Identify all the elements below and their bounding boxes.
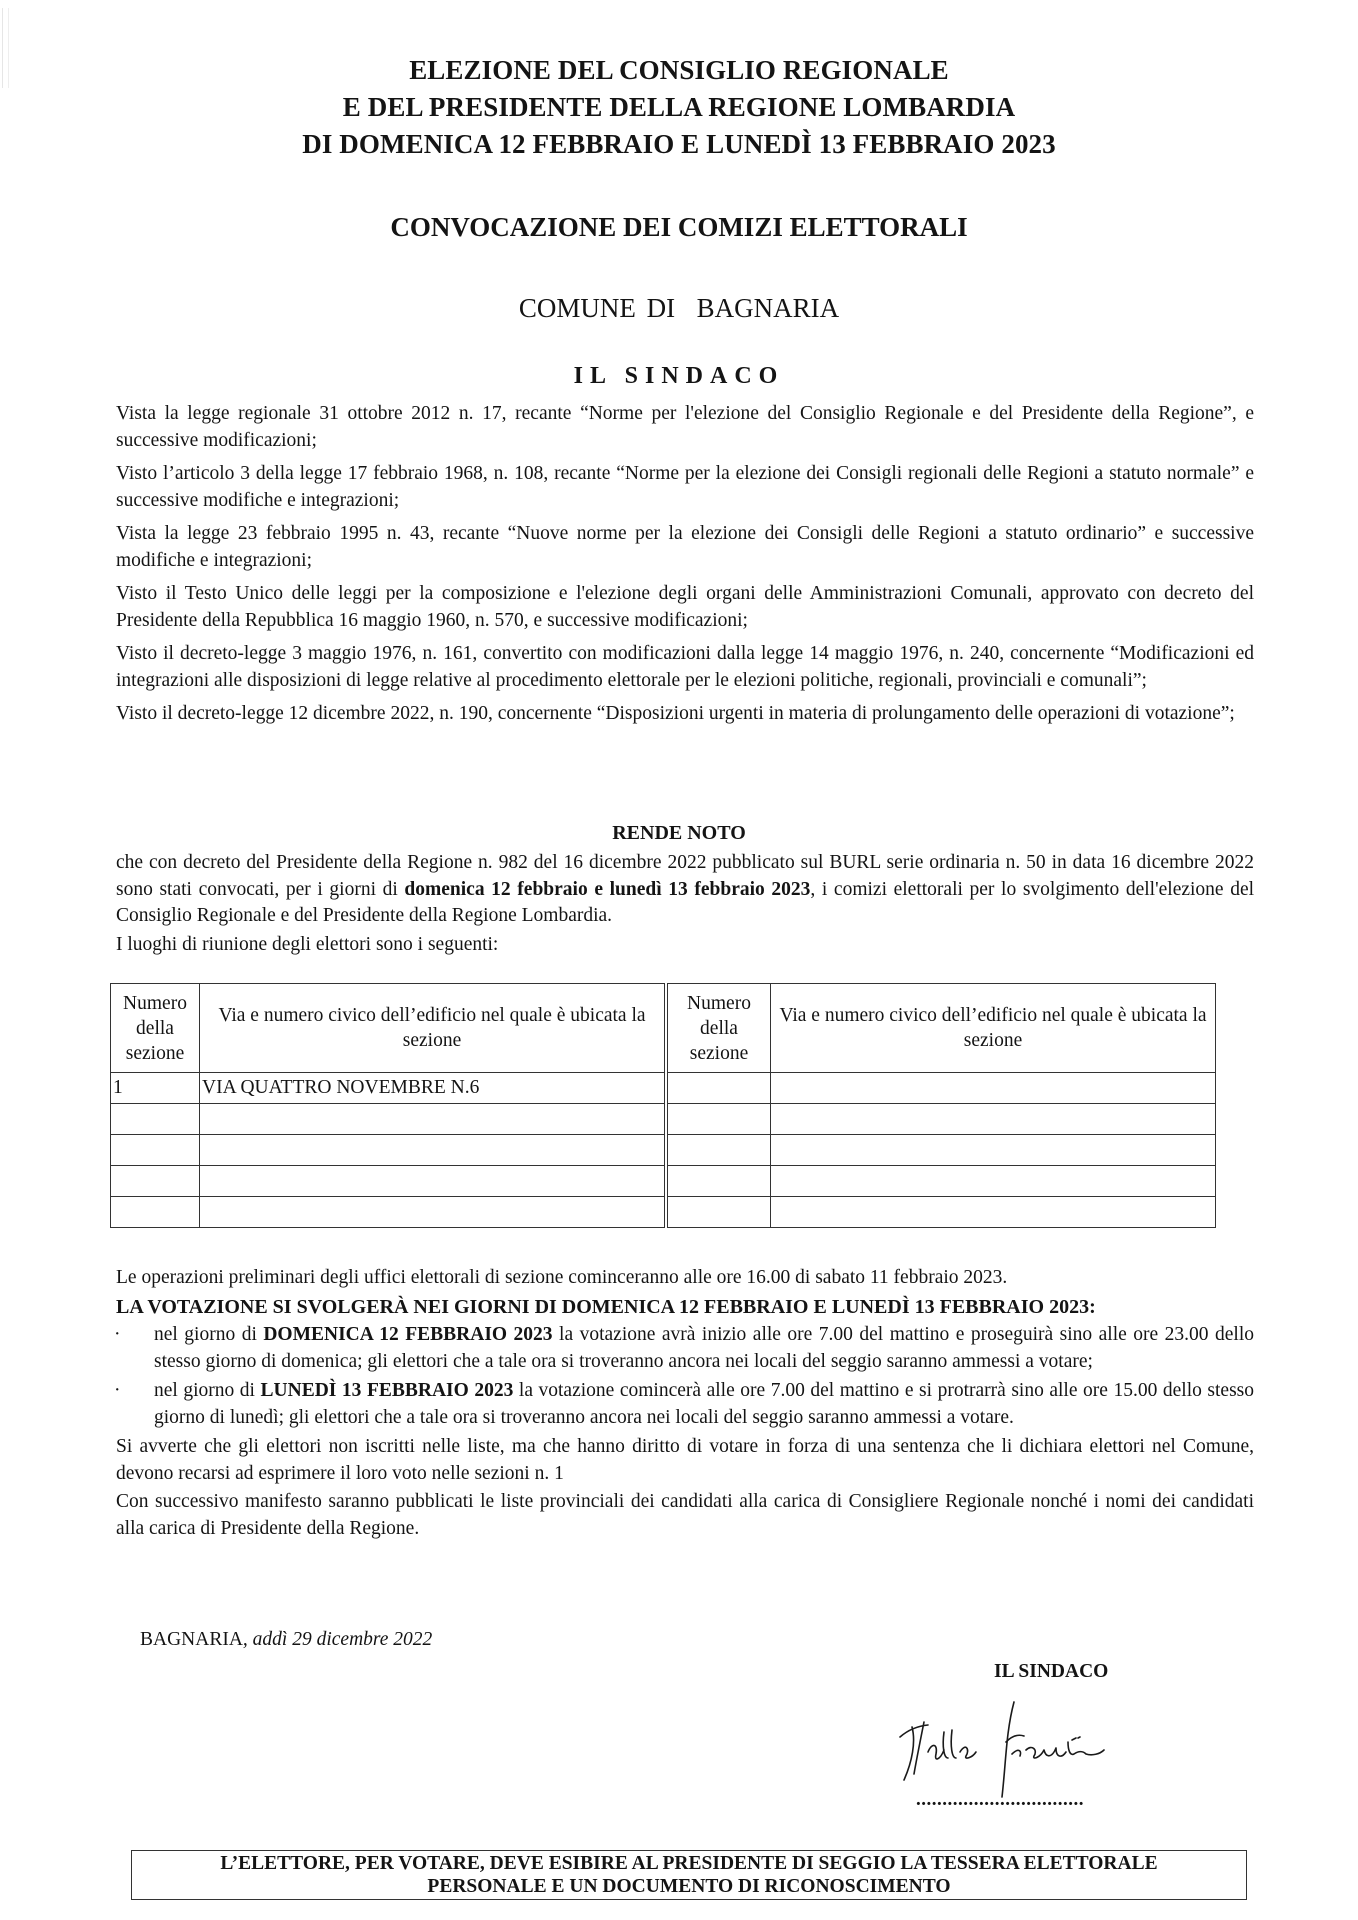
list-item [116,1322,1254,1375]
section-number-cell [666,1166,771,1197]
section-number-cell [666,1197,771,1228]
address-cell [771,1073,1216,1104]
rende-noto-dates: domenica 12 febbraio e lunedì 13 febbraio 2023 [404,878,811,900]
warning-paragraph: Si avverte che gli elettori non iscritti nelle liste, ma che hanno diritto di votare in forza di una sentenza che li dichiara elettori nel Comune, devono recarsi ad esprimere il loro voto nelle sezioni n. 1 [116,1436,1254,1484]
visto-paragraph: Vista la legge 23 febbraio 1995 n. 43, recante “Nuove norme per la elezione dei Consigli delle Regioni a statuto ordinario” e successive modifiche e integrazioni; [116,523,1254,571]
section-number-cell [666,1104,771,1135]
visto-paragraph: Visto il decreto-legge 12 dicembre 2022, n. 190, concernente “Disposizioni urgenti in materia di prolungamento delle operazioni di votazione”; [116,703,1235,724]
authority-heading: IL SINDACO [573,363,785,389]
visti-section [116,401,1254,735]
date-text: , addì 29 dicembre 2022 [242,1629,433,1650]
address-cell [771,1104,1216,1135]
visto-paragraph: Visto il Testo Unico delle leggi per la composizione e l'elezione degli organi delle Amministrazioni Comunali, approvato con decreto del Presidente della Repubblica 16 maggio 1960, n. 570, e successive modificazioni; [116,583,1254,631]
polling-sections-table [110,983,1216,1228]
section-number-cell [111,1104,200,1135]
table-header-row [111,984,1216,1073]
section-number-cell [666,1135,771,1166]
manifesto-paragraph: Con successivo manifesto saranno pubblicati le liste provinciali dei candidati alla carica di Consigliere Regionale nonché i nomi dei candidati alla carica di Presidente della Regione. [116,1491,1254,1539]
section-number-cell [111,1197,200,1228]
visto-paragraph: Visto l’articolo 3 della legge 17 febbraio 1968, n. 108, recante “Norme per la elezione dei Consigli regionali delle Regioni a statuto normale” e successive modifiche e integrazioni; [116,463,1254,511]
rende-noto-section [116,850,1254,960]
header-address: Via e numero civico dell’edificio nel quale è ubicata la sezione [200,984,667,1073]
title-line-3: DI DOMENICA 12 FEBBRAIO E LUNEDÌ 13 FEBBRAIO 2023 [302,129,1056,159]
section-number-cell [111,1166,200,1197]
notice-line-1: L’ELETTORE, PER VOTARE, DEVE ESIBIRE AL PRESIDENTE DI SEGGIO LA TESSERA ELETTORALE [220,1853,1158,1874]
comune-name: COMUNE DI BAGNARIA [518,293,840,323]
address-cell [200,1104,667,1135]
address-cell [200,1166,667,1197]
header-address: Via e numero civico dell’edificio nel quale è ubicata la sezione [771,984,1216,1073]
voting-days-heading: LA VOTAZIONE SI SVOLGERÀ NEI GIORNI DI DOMENICA 12 FEBBRAIO E LUNEDÌ 13 FEBBRAIO 2023: [116,1295,1096,1318]
rende-noto-heading: RENDE NOTO [612,822,746,844]
title-line-1: ELEZIONE DEL CONSIGLIO REGIONALE [409,55,949,85]
table-row [111,1104,1216,1135]
header-section-number: Numero della sezione [111,984,200,1073]
section-number-cell [666,1073,771,1104]
rende-noto-text: che con decreto del Presidente della Regione n. 982 del 16 dicembre 2022 pubblicato sul BURL serie ordinaria n. 50 in data 16 dicembre 2022 sono stati convocati, per i giorni di [116,852,1254,900]
document-title [0,52,1358,163]
schedule-text: nel giorno di [154,1324,264,1345]
rende-noto-paragraph [116,850,1254,930]
signatory-title: IL SINDACO [994,1661,1109,1682]
visto-paragraph: Vista la legge regionale 31 ottobre 2012 n. 17, recante “Norme per l'elezione del Consiglio Regionale e del Presidente della Regione”, e successive modificazioni; [116,403,1254,451]
address-cell [771,1135,1216,1166]
section-number-cell: 1 [111,1073,200,1104]
list-item [116,1378,1254,1431]
table-row [111,1166,1216,1197]
address-cell: VIA QUATTRO NOVEMBRE N.6 [200,1073,667,1104]
voting-schedule-list [116,1322,1254,1431]
voting-operations-section [116,1265,1254,1544]
rende-noto-text-end: , i comizi elettorali per lo svolgimento dell'elezione del Consiglio Regionale e del Presidente della Regione Lombardia. [116,878,1255,926]
table-row [111,1197,1216,1228]
address-cell [771,1166,1216,1197]
address-cell [200,1197,667,1228]
bullet-icon: · [114,1380,121,1401]
voter-id-notice-box [131,1850,1247,1900]
schedule-text: la votazione comincerà alle ore 7.00 del mattino e si protrarrà sino alle ore 15.00 dello stesso giorno di lunedì; gli elettori che a tale ora si troveranno ancora nei locali del seggio saranno ammessi a votare. [154,1380,1255,1428]
handwritten-signature-icon [894,1692,1174,1802]
preliminary-operations-text: Le operazioni preliminari degli uffici elettorali di sezione cominceranno alle ore 16.00 di sabato 11 febbraio 2023. [116,1267,1008,1288]
schedule-day: DOMENICA 12 FEBBRAIO 2023 [263,1324,553,1345]
table-row [111,1073,1216,1104]
title-line-2: E DEL PRESIDENTE DELLA REGIONE LOMBARDIA [342,92,1016,122]
address-cell [200,1135,667,1166]
visto-paragraph: Visto il decreto-legge 3 maggio 1976, n. 161, convertito con modificazioni dalla legge 14 maggio 1976, n. 240, concernente “Modificazioni ed integrazioni alle disposizioni di legge relative al procedimento elettorale per le elezioni politiche, regionali, provinciali e comunali”; [116,643,1254,691]
luoghi-intro: I luoghi di riunione degli elettori sono i seguenti: [116,933,499,955]
document-subtitle: CONVOCAZIONE DEI COMIZI ELETTORALI [390,212,968,242]
signature-line: ................................ [916,1789,1084,1810]
bullet-icon: · [114,1324,121,1345]
schedule-text: la votazione avrà inizio alle ore 7.00 del mattino e proseguirà sino alle ore 23.00 dello stesso giorno di domenica; gli elettori che a tale ora si troveranno ancora nei locali del seggio saranno ammessi a votare; [154,1324,1254,1372]
table-row [111,1135,1216,1166]
place-and-date [140,1629,432,1651]
header-section-number: Numero della sezione [666,984,771,1073]
notice-line-2: PERSONALE E UN DOCUMENTO DI RICONOSCIMENTO [427,1876,951,1897]
place-name: BAGNARIA [140,1629,243,1650]
schedule-day: LUNEDÌ 13 FEBBRAIO 2023 [260,1380,514,1401]
address-cell [771,1197,1216,1228]
section-number-cell [111,1135,200,1166]
schedule-text: nel giorno di [154,1380,261,1401]
